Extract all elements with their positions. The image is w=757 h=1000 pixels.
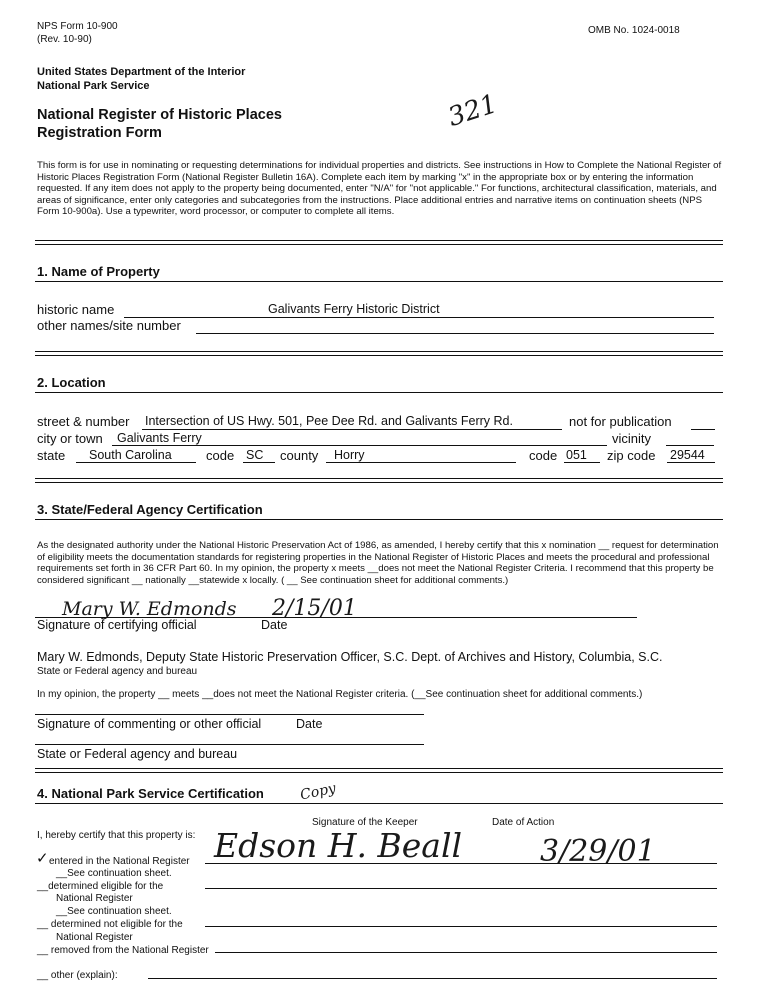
not-eligible-line[interactable] (205, 926, 717, 927)
omb-number: OMB No. 1024-0018 (588, 25, 680, 36)
city-value[interactable]: Galivants Ferry (117, 431, 202, 445)
form-number: NPS Form 10-900 (37, 21, 118, 32)
form-subtitle: Registration Form (37, 125, 162, 141)
keeper-signature-label: Signature of the Keeper (312, 817, 418, 828)
copy-annotation: Copy (298, 780, 338, 804)
comment-date-label: Date (296, 717, 323, 731)
option-other[interactable]: __ other (explain): (37, 970, 118, 981)
zip-line (667, 462, 715, 463)
other-names-field[interactable] (196, 333, 714, 334)
city-label: city or town (37, 431, 103, 446)
form-title: National Register of Historic Places (37, 107, 282, 123)
keeper-certify-text: I, hereby certify that this property is: (37, 830, 196, 841)
option-not-eligible[interactable]: __ determined not eligible for the (37, 919, 183, 930)
eligible-line[interactable] (205, 888, 717, 889)
keeper-signature: Edson H. Beall (214, 826, 463, 865)
other-names-label: other names/site number (37, 318, 181, 333)
county-code-line (564, 462, 600, 463)
street-value[interactable]: Intersection of US Hwy. 501, Pee Dee Rd. and Galivants Ferry Rd. (145, 414, 513, 428)
not-for-publication-label: not for publication (569, 414, 672, 429)
date-label: Date (261, 618, 288, 632)
divider (35, 478, 723, 483)
state-code-value[interactable]: SC (246, 448, 264, 462)
divider (35, 768, 723, 773)
state-code-label: code (206, 448, 235, 463)
state-code-line (243, 462, 275, 463)
certifying-signature: Mary W. Edmonds (62, 598, 237, 620)
checkmark-icon: ✓ (36, 850, 49, 867)
date-of-action-handwritten: 3/29/01 (540, 834, 656, 869)
other-line[interactable] (148, 978, 717, 979)
agency-line[interactable] (35, 744, 424, 745)
agency2-label: State or Federal agency and bureau (37, 747, 238, 761)
department-name: United States Department of the Interior (37, 66, 246, 78)
county-line (326, 462, 516, 463)
entered-line[interactable] (205, 863, 717, 864)
official-name: Mary W. Edmonds, Deputy State Historic Preservation Officer, S.C. Dept. of Archives and History, Columbia, S.C. (37, 650, 663, 664)
section-2-heading: 2. Location (37, 375, 106, 390)
county-value[interactable]: Horry (334, 448, 365, 462)
option-determined-eligible[interactable]: __determined eligible for the (37, 881, 164, 892)
not-for-publication-field[interactable] (691, 429, 715, 430)
option-entered[interactable]: entered in the National Register (49, 856, 190, 867)
divider (35, 240, 723, 245)
comment-signature-label: Signature of commenting or other official (37, 717, 262, 731)
divider (35, 519, 723, 520)
certification-paragraph: As the designated authority under the National Historic Preservation Act of 1986, as amended, I hereby certify that this x nomination __ request for determination of eligibility meets the documentation standards for registering properties in the National Register of Historic Places and meets the procedural and professional requirements set forth in 36 CFR Part 60. In my opinion, the property x meets __does not meet the National Register Criteria. I recommend that this property be considered significant __ nationally __statewide x locally. ( __ See continuation sheet for additional comments.) (37, 540, 719, 586)
form-revision: (Rev. 10-90) (37, 34, 92, 45)
date-of-action-label: Date of Action (492, 817, 555, 828)
option-removed[interactable]: __ removed from the National Register (37, 945, 209, 956)
handwritten-number: 321 (444, 89, 502, 133)
divider (35, 803, 723, 804)
option-not-eligible-subtext: National Register (56, 932, 133, 943)
vicinity-label: vicinity (612, 431, 652, 446)
vicinity-field[interactable] (666, 445, 714, 446)
street-label: street & number (37, 414, 130, 429)
state-label: state (37, 448, 66, 463)
signature-label: Signature of certifying official (37, 618, 197, 632)
divider (35, 281, 723, 282)
county-code-value[interactable]: 051 (566, 448, 587, 462)
state-value[interactable]: South Carolina (89, 448, 172, 462)
section-1-heading: 1. Name of Property (37, 264, 160, 279)
instructions-paragraph: This form is for use in nominating or requesting determinations for individual properties and districts. See instructions in How to Complete the National Register of Historic Places Registration Form (National Register Bulletin 16A). Complete each item by marking "x" in the appropriate box or by entering the information requested. If any item does not apply to the property being documented, enter "N/A" for "not applicable." For functions, architectural classification, materials, and areas of significance, enter only categories and subcategories from the instructions. Place additional entries and narrative items on continuation sheets (NPS Form 10-900a). Use a typewriter, word processor, or computer to complete all items. (37, 160, 722, 218)
option-eligible-subtext: National Register (56, 893, 133, 904)
service-name: National Park Service (37, 80, 150, 92)
option-continuation-1[interactable]: __See continuation sheet. (56, 868, 172, 879)
zip-label: zip code (607, 448, 656, 463)
agency-label: State or Federal agency and bureau (37, 666, 198, 677)
zip-value[interactable]: 29544 (670, 448, 705, 462)
divider (35, 351, 723, 356)
county-label: county (280, 448, 319, 463)
option-continuation-2[interactable]: __See continuation sheet. (56, 906, 172, 917)
section-3-heading: 3. State/Federal Agency Certification (37, 502, 263, 517)
historic-name-line (124, 317, 714, 318)
comment-signature-line[interactable] (35, 714, 424, 715)
removed-line[interactable] (215, 952, 717, 953)
certifying-date-handwritten: 2/15/01 (272, 596, 357, 621)
historic-name-value[interactable]: Galivants Ferry Historic District (268, 302, 440, 316)
opinion-statement: In my opinion, the property __ meets __does not meet the National Register criteria. (__See continuation sheet for additional comments.) (37, 689, 643, 700)
historic-name-label: historic name (37, 302, 115, 317)
section-4-heading: 4. National Park Service Certification (37, 786, 264, 801)
street-line (142, 429, 562, 430)
county-code-label: code (529, 448, 558, 463)
city-line (112, 445, 607, 446)
state-line (76, 462, 196, 463)
divider (35, 392, 723, 393)
